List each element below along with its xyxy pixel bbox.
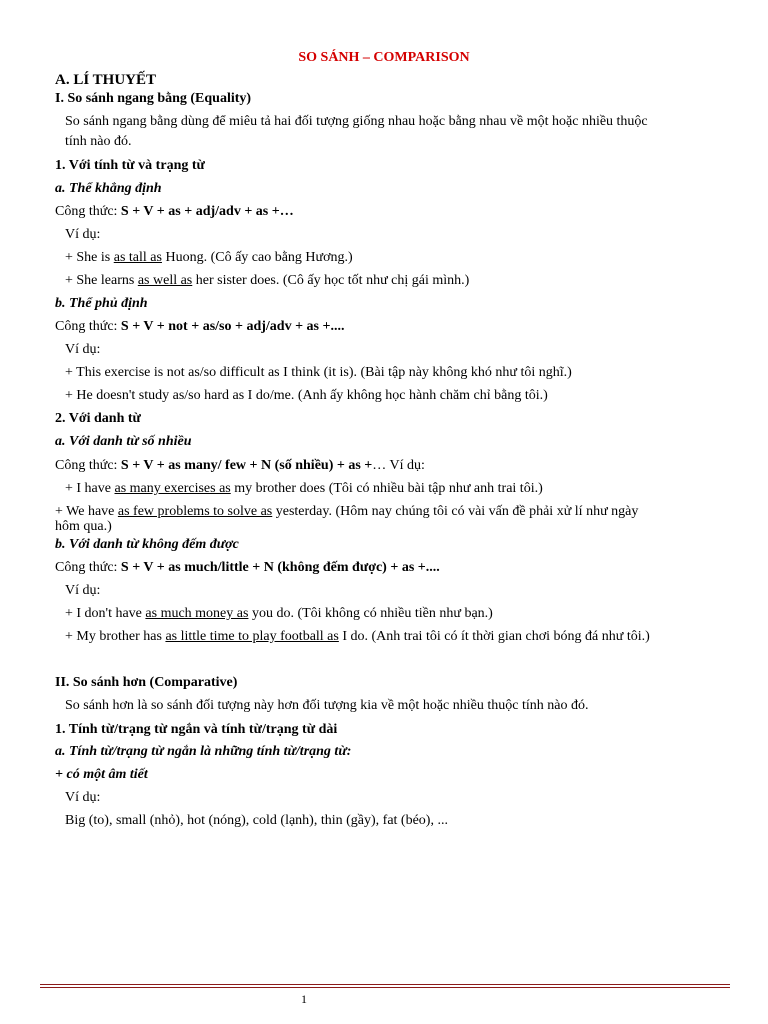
formula-label: Công thức: [55,560,121,575]
underlined-phrase: as well as [137,273,193,288]
affirmative-formula [55,203,294,220]
uncountable-noun-heading: b. Với danh từ không đếm được [55,537,239,552]
underlined-phrase: as few problems to solve as [117,504,273,519]
example-label: Ví dụ: [65,227,101,242]
formula-text: S + V + as many/ few + N (số nhiều) + as + [120,458,373,473]
one-syllable-item: + có một âm tiết [55,767,148,782]
example-text: + My brother has [65,629,166,644]
equality-heading: I. So sánh ngang bằng (Equality) [55,91,252,106]
plural-noun-formula [55,457,425,474]
page-number: 1 [301,992,307,1006]
example-line [55,503,638,520]
formula-label: Công thức: [55,319,121,334]
example-text: + She learns [65,273,138,288]
example-text: + We have [55,504,118,519]
section-a-heading: A. LÍ THUYẾT [55,72,157,88]
example-line: + This exercise is not as/so difficult as I think (it is). (Bài tập này không khó như tôi nghĩ.) [65,365,572,380]
footer-divider [40,987,730,988]
formula-label: Công thức: [55,458,121,473]
formula-label: Công thức: [55,204,121,219]
negative-heading: b. Thể phủ định [55,296,148,311]
example-text: + I don't have [65,606,146,621]
example-text: I do. (Anh trai tôi có ít thời gian chơi bóng đá như tôi.) [338,629,650,644]
equality-intro-line-1: So sánh ngang bằng dùng để miêu tả hai đối tượng giống nhau hoặc bằng nhau về một hoặc nhiều thuộc [65,114,648,129]
example-line: Big (to), small (nhỏ), hot (nóng), cold (lạnh), thin (gầy), fat (béo), ... [65,813,448,828]
formula-tail: … Ví dụ: [372,458,425,473]
example-label: Ví dụ: [65,342,101,357]
noun-heading: 2. Với danh từ [55,411,141,426]
comparative-heading: II. So sánh hơn (Comparative) [55,675,238,690]
example-label: Ví dụ: [65,583,101,598]
equality-intro-line-2: tính nào đó. [65,134,132,149]
example-text: + I have [65,481,115,496]
example-line: + He doesn't study as/so hard as I do/me. (Anh ấy không học hành chăm chỉ bằng tôi.) [65,388,548,403]
example-text: you do. (Tôi không có nhiều tiền như bạn.) [248,606,493,621]
affirmative-heading: a. Thể khẳng định [55,181,162,196]
example-text: Huong. (Cô ấy cao bằng Hương.) [161,250,353,265]
comparative-intro: So sánh hơn là so sánh đối tượng này hơn đối tượng kia về một hoặc nhiều thuộc tính nào đó. [65,698,589,713]
plural-noun-heading: a. Với danh từ số nhiều [55,434,192,449]
formula-text: S + V + as + adj/adv + as +… [120,204,294,219]
example-label: Ví dụ: [65,790,101,805]
underlined-phrase: as much money as [145,606,249,621]
example-line [65,628,650,645]
example-line [65,272,469,289]
underlined-phrase: as little time to play football as [165,629,339,644]
short-adjective-heading: a. Tính từ/trạng từ ngắn là những tính từ/trạng từ: [55,744,352,759]
underlined-phrase: as tall as [113,250,162,265]
example-text: her sister does. (Cô ấy học tốt như chị gái mình.) [192,273,470,288]
example-text: my brother does (Tôi có nhiều bài tập như anh trai tôi.) [230,481,543,496]
example-line [65,480,543,497]
formula-text: S + V + as much/little + N (không đếm được) + as +.... [120,560,440,575]
adjective-adverb-heading: 1. Với tính từ và trạng từ [55,158,205,173]
example-text: + She is [65,250,114,265]
example-line [65,605,493,622]
short-long-heading: 1. Tính từ/trạng từ ngắn và tính từ/trạng từ dài [55,722,338,737]
formula-text: S + V + not + as/so + adj/adv + as +.... [120,319,345,334]
example-text: yesterday. (Hôm nay chúng tôi có vài vấn đề phải xử lí như ngày [272,504,639,519]
example-line-continued: hôm qua.) [55,519,112,534]
footer-divider [40,984,730,985]
underlined-phrase: as many exercises as [114,481,231,496]
uncountable-noun-formula [55,559,440,576]
negative-formula [55,318,344,335]
example-line [65,249,353,266]
document-title: SO SÁNH – COMPARISON [298,50,470,65]
